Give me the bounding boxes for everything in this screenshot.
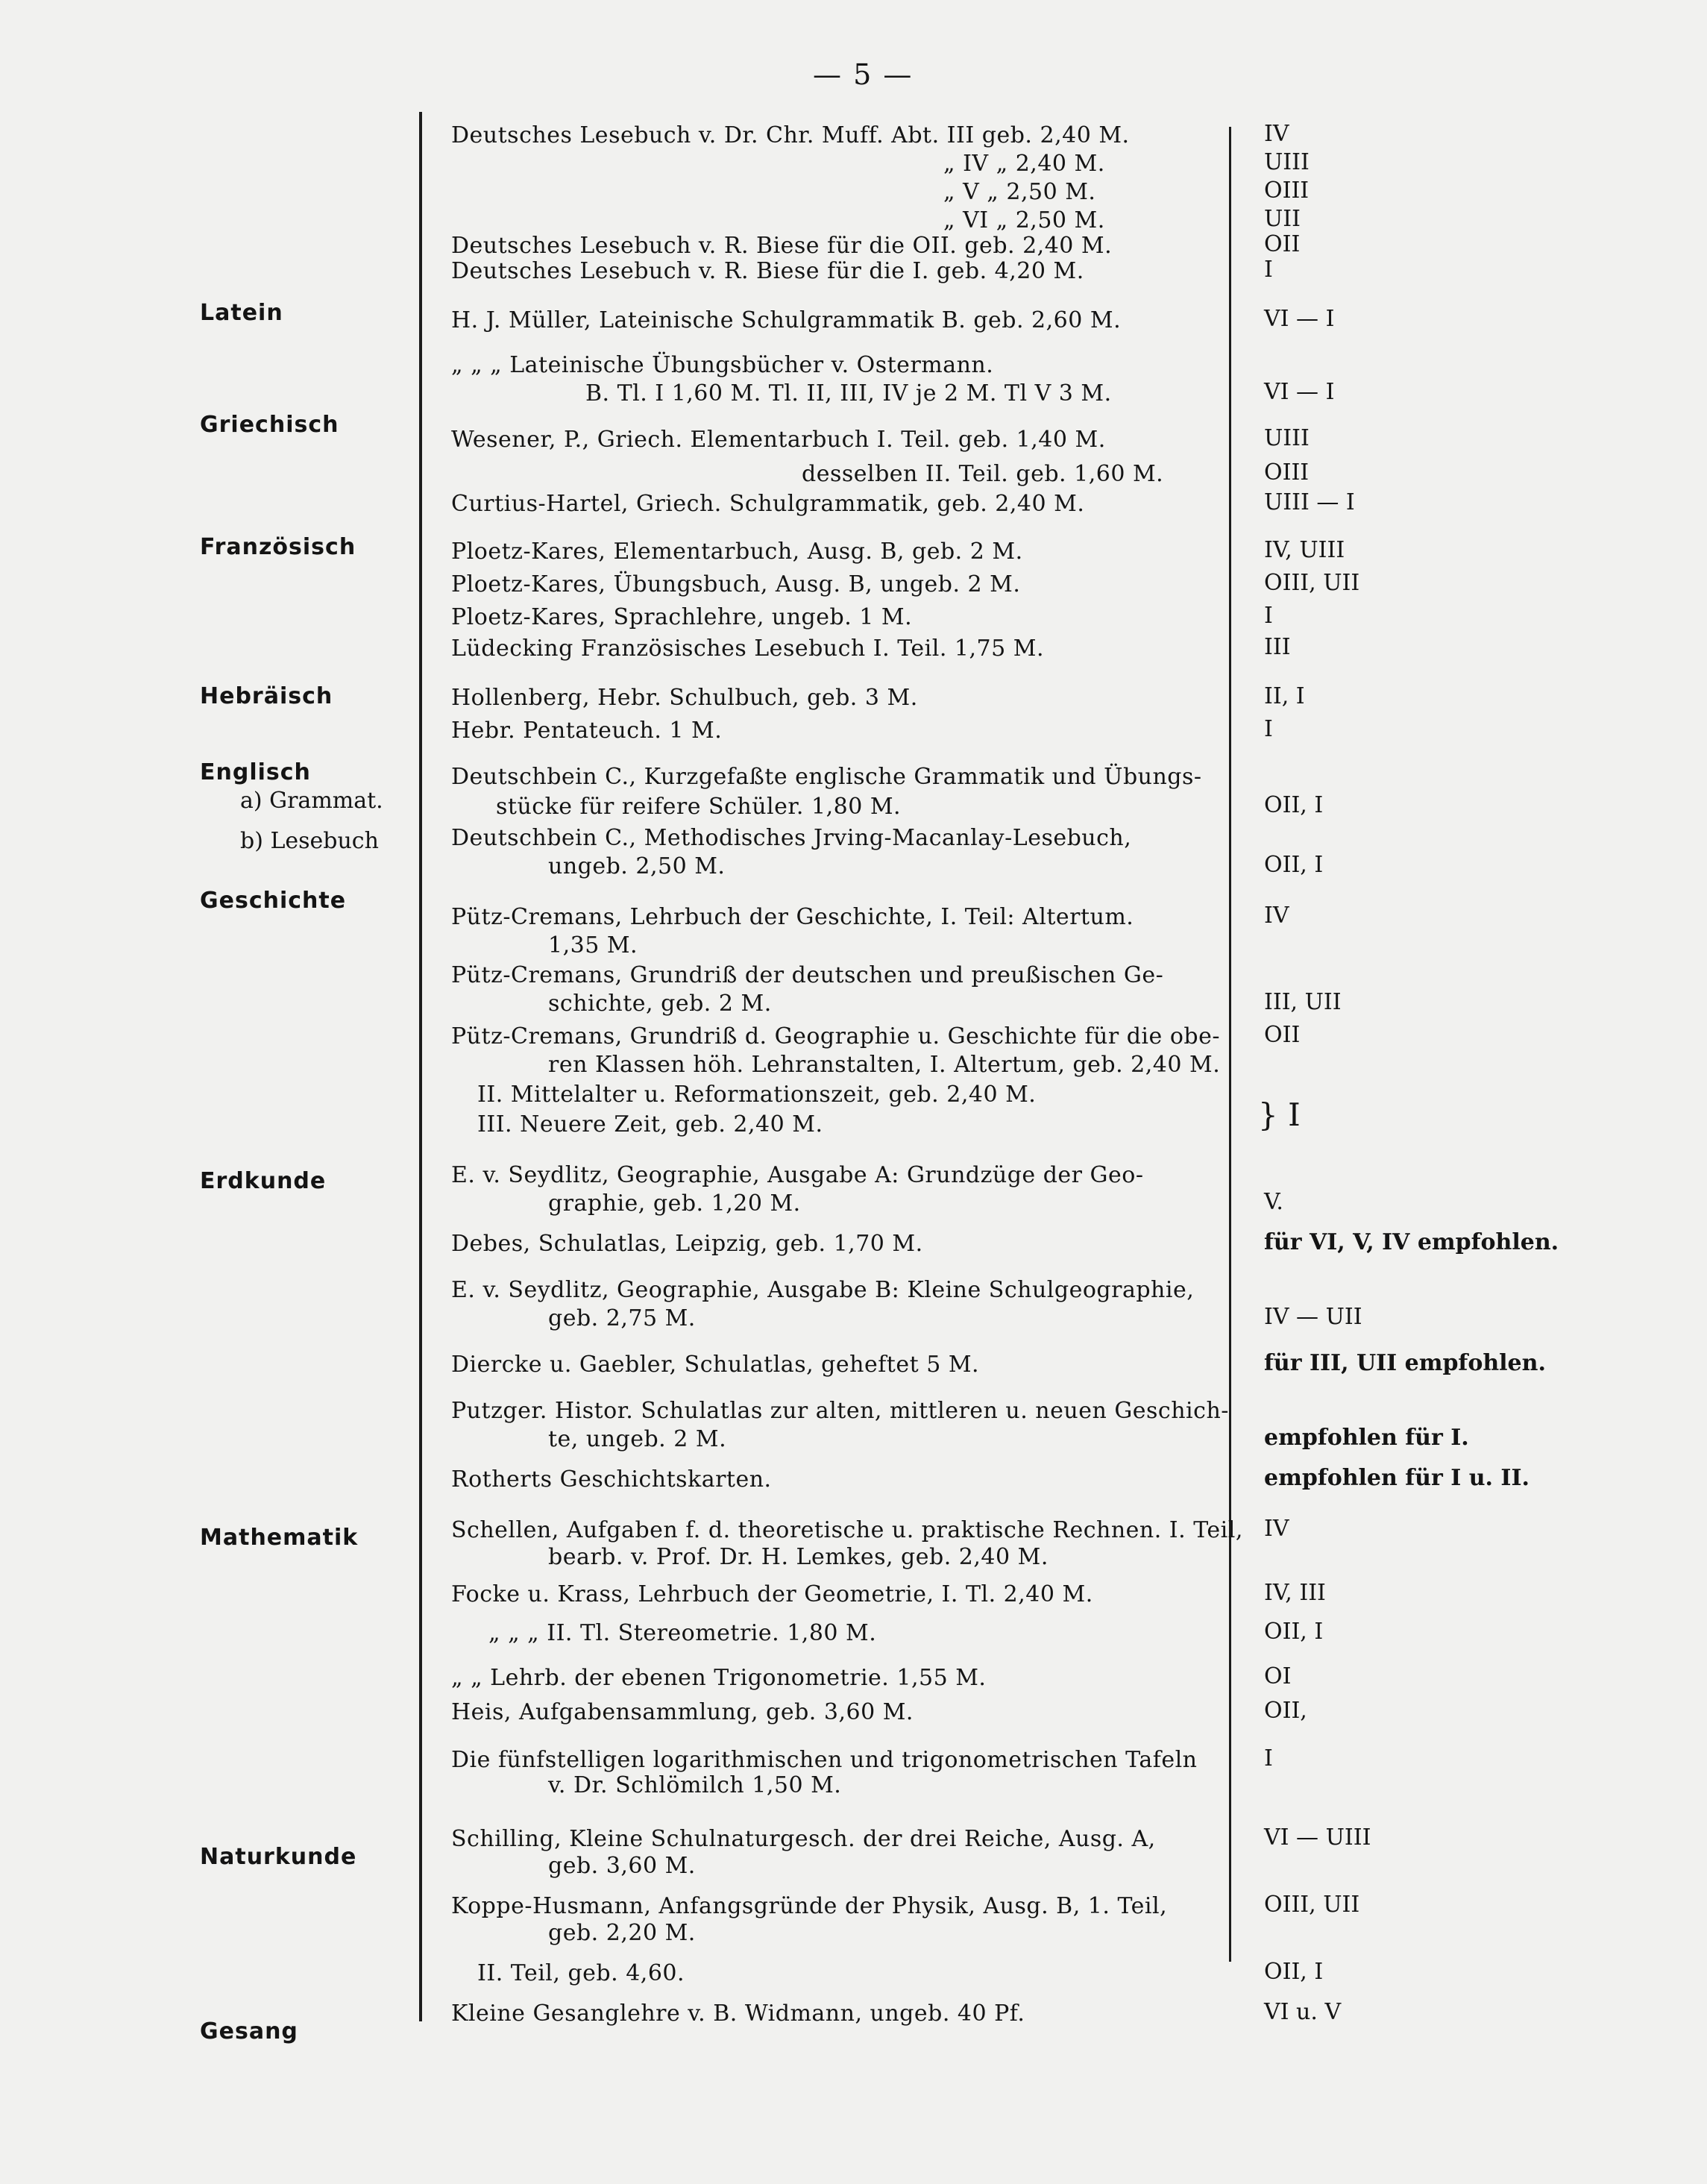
- class-level: III, UII: [1264, 989, 1342, 1015]
- book-line: B. Tl. I 1,60 M. Tl. II, III, IV je 2 M. Tl V 3 M.: [585, 380, 1112, 407]
- book-line: Deutsches Lesebuch v. Dr. Chr. Muff. Abt. III geb. 2,40 M.: [451, 122, 1130, 148]
- book-line: graphie, geb. 1,20 M.: [548, 1190, 801, 1217]
- subject-geschichte: Geschichte: [200, 888, 347, 914]
- book-line: Wesener, P., Griech. Elementarbuch I. Teil. geb. 1,40 M.: [451, 427, 1106, 453]
- class-level: UIII: [1264, 425, 1310, 451]
- book-line: III. Neuere Zeit, geb. 2,40 M.: [477, 1111, 823, 1138]
- book-line: Deutsches Lesebuch v. R. Biese für die I. geb. 4,20 M.: [451, 258, 1084, 284]
- class-level: VI — I: [1264, 379, 1335, 405]
- class-level: OII: [1264, 1022, 1301, 1048]
- book-line: Deutschbein C., Kurzgefaßte englische Grammatik und Übungs-: [451, 764, 1202, 790]
- book-line: „ „ „ Lateinische Übungsbücher v. Ostermann.: [451, 352, 994, 378]
- class-level: VI u. V: [1264, 1999, 1342, 2025]
- book-line: Deutsches Lesebuch v. R. Biese für die OII. geb. 2,40 M.: [451, 233, 1113, 259]
- book-line: Schilling, Kleine Schulnaturgesch. der drei Reiche, Ausg. A,: [451, 1826, 1156, 1852]
- class-level: IV: [1264, 903, 1289, 929]
- class-level: IV: [1264, 1516, 1289, 1542]
- subject-franzoesisch: Französisch: [200, 534, 356, 560]
- subject-latein: Latein: [200, 300, 283, 326]
- subject-englisch-lesebuch: b) Lesebuch: [240, 828, 379, 854]
- class-level: OII, I: [1264, 792, 1324, 818]
- book-line: bearb. v. Prof. Dr. H. Lemkes, geb. 2,40 M.: [548, 1544, 1049, 1570]
- book-line: II. Mittelalter u. Reformationszeit, geb. 2,40 M.: [477, 1082, 1037, 1108]
- book-line: schichte, geb. 2 M.: [548, 991, 772, 1017]
- book-line: Koppe-Husmann, Anfangsgründe der Physik, Ausg. B, 1. Teil,: [451, 1893, 1168, 1919]
- book-line: Ploetz-Kares, Sprachlehre, ungeb. 1 M.: [451, 604, 913, 630]
- class-level: empfohlen für I.: [1264, 1425, 1469, 1451]
- class-level: VI — UIII: [1264, 1824, 1371, 1851]
- column-rule-right: [1229, 127, 1231, 1962]
- book-line: „ „ „ II. Tl. Stereometrie. 1,80 M.: [488, 1620, 877, 1646]
- class-level: OIII: [1264, 178, 1310, 204]
- class-level: II, I: [1264, 683, 1305, 709]
- book-line: geb. 2,20 M.: [548, 1920, 696, 1946]
- class-level: UIII — I: [1264, 489, 1355, 515]
- class-level: I: [1264, 603, 1273, 629]
- class-level: V.: [1264, 1189, 1283, 1215]
- book-line: geb. 2,75 M.: [548, 1305, 696, 1331]
- class-level: OII, I: [1264, 852, 1324, 878]
- book-line: Kleine Gesanglehre v. B. Widmann, ungeb. 40 Pf.: [451, 2001, 1025, 2027]
- book-line: v. Dr. Schlömilch 1,50 M.: [548, 1772, 842, 1798]
- class-level: OII,: [1264, 1698, 1307, 1724]
- book-line: „ VI „ 2,50 M.: [943, 207, 1105, 233]
- class-level: III: [1264, 634, 1291, 660]
- class-level: für III, UII empfohlen.: [1264, 1350, 1546, 1376]
- book-line: „ V „ 2,50 M.: [943, 179, 1096, 205]
- book-line: ren Klassen höh. Lehranstalten, I. Altertum, geb. 2,40 M.: [548, 1052, 1221, 1078]
- subject-englisch-grammatik: a) Grammat.: [240, 788, 383, 814]
- book-line: Die fünfstelligen logarithmischen und trigonometrischen Tafeln: [451, 1747, 1198, 1773]
- book-line: Schellen, Aufgaben f. d. theoretische u. praktische Rechnen. I. Teil,: [451, 1517, 1243, 1543]
- book-line: „ „ Lehrb. der ebenen Trigonometrie. 1,55 M.: [451, 1665, 987, 1691]
- book-line: Diercke u. Gaebler, Schulatlas, geheftet 5 M.: [451, 1352, 980, 1378]
- class-level: IV: [1264, 121, 1289, 147]
- book-line: Ploetz-Kares, Elementarbuch, Ausg. B, geb. 2 M.: [451, 539, 1023, 565]
- class-level: empfohlen für I u. II.: [1264, 1465, 1530, 1491]
- subject-naturkunde: Naturkunde: [200, 1844, 357, 1870]
- subject-mathematik: Mathematik: [200, 1525, 359, 1551]
- book-line: Rotherts Geschichtskarten.: [451, 1466, 772, 1493]
- book-line: Debes, Schulatlas, Leipzig, geb. 1,70 M.: [451, 1231, 923, 1257]
- book-line: H. J. Müller, Lateinische Schulgrammatik B. geb. 2,60 M.: [451, 307, 1122, 333]
- book-line: Hollenberg, Hebr. Schulbuch, geb. 3 M.: [451, 685, 918, 711]
- class-level: OIII: [1264, 459, 1310, 486]
- book-line: te, ungeb. 2 M.: [548, 1426, 727, 1452]
- page-number: — 5 —: [813, 58, 914, 91]
- book-line: desselben II. Teil. geb. 1,60 M.: [802, 461, 1164, 487]
- book-line: Deutschbein C., Methodisches Jrving-Macanlay-Lesebuch,: [451, 825, 1132, 851]
- class-level: I: [1264, 257, 1273, 283]
- book-line: Focke u. Krass, Lehrbuch der Geometrie, I. Tl. 2,40 M.: [451, 1581, 1093, 1607]
- class-level: VI — I: [1264, 306, 1335, 332]
- book-line: Putzger. Histor. Schulatlas zur alten, mittleren u. neuen Geschich-: [451, 1398, 1229, 1424]
- book-line: Pütz-Cremans, Grundriß der deutschen und preußischen Ge-: [451, 962, 1164, 988]
- book-line: „ IV „ 2,40 M.: [943, 151, 1105, 177]
- class-level: OII, I: [1264, 1619, 1324, 1645]
- book-line: Pütz-Cremans, Grundriß d. Geographie u. Geschichte für die obe-: [451, 1023, 1220, 1049]
- class-level: OIII, UII: [1264, 1892, 1360, 1918]
- subject-griechisch: Griechisch: [200, 412, 339, 438]
- book-line: ungeb. 2,50 M.: [548, 853, 726, 879]
- class-level: OII, I: [1264, 1959, 1324, 1985]
- subject-erdkunde: Erdkunde: [200, 1168, 327, 1194]
- book-line: E. v. Seydlitz, Geographie, Ausgabe B: Kleine Schulgeographie,: [451, 1277, 1195, 1303]
- book-line: Hebr. Pentateuch. 1 M.: [451, 718, 723, 744]
- class-brace: } I: [1258, 1096, 1301, 1133]
- class-level: IV — UII: [1264, 1304, 1362, 1330]
- class-level: UII: [1264, 206, 1301, 232]
- book-line: Pütz-Cremans, Lehrbuch der Geschichte, I. Teil: Altertum.: [451, 904, 1134, 930]
- book-line: 1,35 M.: [548, 932, 638, 958]
- class-level: für VI, V, IV empfohlen.: [1264, 1229, 1559, 1255]
- book-line: Heis, Aufgabensammlung, geb. 3,60 M.: [451, 1699, 914, 1725]
- book-line: Curtius-Hartel, Griech. Schulgrammatik, geb. 2,40 M.: [451, 491, 1085, 517]
- class-level: I: [1264, 1745, 1273, 1772]
- book-line: stücke für reifere Schüler. 1,80 M.: [496, 794, 902, 820]
- book-line: Lüdecking Französisches Lesebuch I. Teil. 1,75 M.: [451, 636, 1044, 662]
- book-line: II. Teil, geb. 4,60.: [477, 1960, 685, 1986]
- book-line: E. v. Seydlitz, Geographie, Ausgabe A: Grundzüge der Geo-: [451, 1162, 1144, 1188]
- class-level: IV, UIII: [1264, 537, 1345, 563]
- class-level: IV, III: [1264, 1580, 1326, 1606]
- subject-gesang: Gesang: [200, 2018, 298, 2045]
- book-line: geb. 3,60 M.: [548, 1853, 696, 1879]
- class-level: UIII: [1264, 149, 1310, 175]
- class-level: OIII, UII: [1264, 570, 1360, 596]
- subject-hebraeisch: Hebräisch: [200, 683, 333, 709]
- book-line: Ploetz-Kares, Übungsbuch, Ausg. B, ungeb. 2 M.: [451, 571, 1021, 597]
- column-rule-left: [419, 112, 422, 2021]
- class-level: OI: [1264, 1663, 1292, 1689]
- subject-englisch: Englisch: [200, 759, 311, 785]
- class-level: I: [1264, 716, 1273, 742]
- class-level: OII: [1264, 231, 1301, 257]
